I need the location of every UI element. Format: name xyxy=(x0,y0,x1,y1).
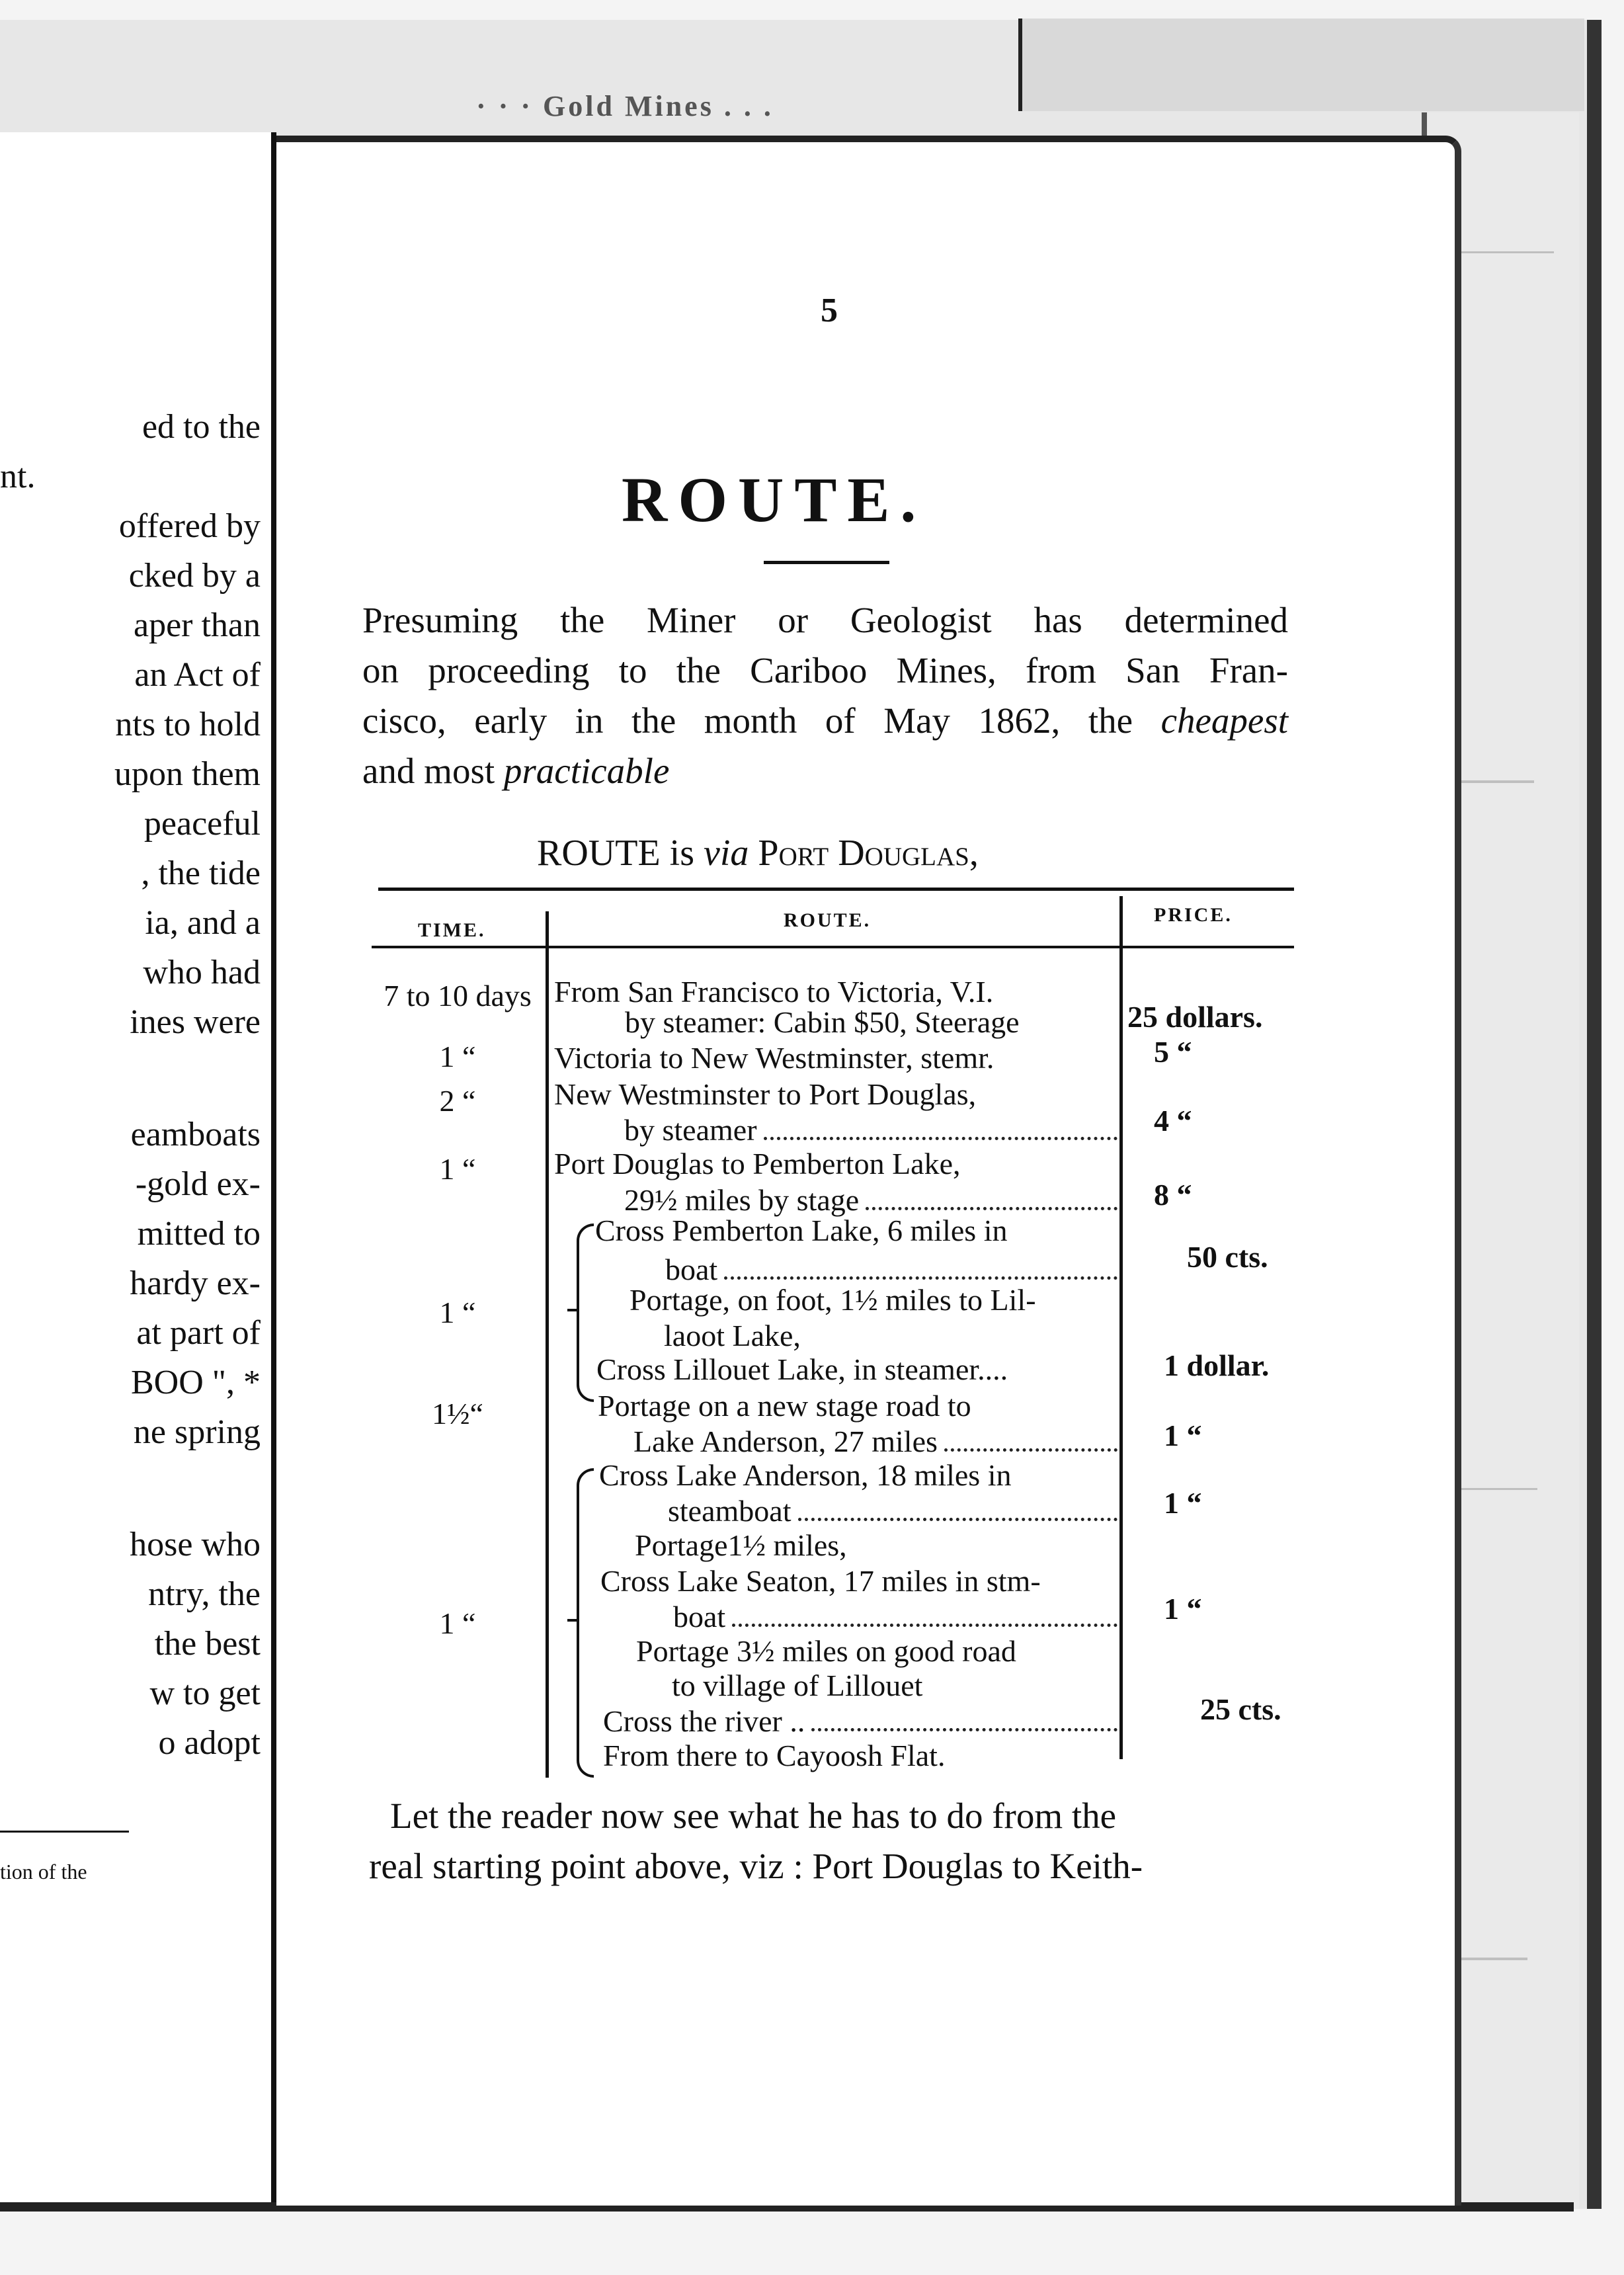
table-cell-price: 50 cts. xyxy=(1187,1240,1268,1274)
title-rule xyxy=(764,561,889,564)
table-cell-route: Cross Lake Seaton, 17 miles in stm- xyxy=(600,1564,1041,1598)
table-cell-time: 1 “ xyxy=(439,1606,476,1640)
left-text-line: upon them xyxy=(114,755,261,793)
left-text-line: w to get xyxy=(149,1675,261,1712)
left-text-line: ia, and a xyxy=(145,904,261,942)
table-cell-route: Cross Lillouet Lake, in steamer.... xyxy=(596,1352,1008,1386)
table-cell-route: laoot Lake, xyxy=(664,1319,801,1352)
brace-group-2 xyxy=(577,1468,594,1778)
footnote-rule xyxy=(0,1831,129,1833)
table-column-rule xyxy=(1119,896,1123,1759)
table-cell-price: 25 cts. xyxy=(1200,1692,1281,1726)
table-cell-route xyxy=(633,1427,1117,1457)
table-cell-price: 1 “ xyxy=(1164,1486,1202,1520)
table-cell-price: 1 “ xyxy=(1164,1419,1202,1452)
table-cell-time: 1 “ xyxy=(439,1152,476,1186)
left-text-line: ntry, the xyxy=(148,1575,261,1613)
left-text-line: who had xyxy=(143,954,261,991)
table-cell-route xyxy=(624,1115,1117,1145)
left-text-line: nts to hold xyxy=(115,706,261,743)
left-text-line: offered by xyxy=(118,507,261,545)
table-cell-route xyxy=(665,1255,1117,1285)
dot-leader xyxy=(944,1448,1117,1452)
left-text-line: ne spring xyxy=(133,1413,261,1451)
left-text-line: an Act of xyxy=(134,656,261,694)
table-cell-route: Portage 3½ miles on good road xyxy=(636,1634,1016,1668)
table-cell-time: 1½“ xyxy=(432,1397,483,1430)
dot-leader xyxy=(811,1728,1117,1731)
route-text: by steamer xyxy=(624,1113,757,1147)
brace-tip xyxy=(567,1309,579,1311)
dot-leader xyxy=(866,1207,1117,1210)
intro-emphasis: practicable xyxy=(503,751,670,791)
left-text-line: at part of xyxy=(136,1314,261,1352)
dot-leader xyxy=(764,1137,1117,1140)
scan-speckle xyxy=(1461,1958,1527,1960)
table-top-rule xyxy=(378,888,1294,891)
intro-emphasis: cheapest xyxy=(1160,700,1288,741)
intro-line xyxy=(362,746,1288,796)
table-cell-route xyxy=(668,1496,1117,1526)
left-text-line: eamboats xyxy=(130,1116,261,1153)
table-cell-route: New Westminster to Port Douglas, xyxy=(554,1077,977,1111)
left-text-line: aper than xyxy=(133,606,261,644)
table-cell-price: 25 dollars. xyxy=(1127,1000,1263,1034)
route-text: boat xyxy=(665,1253,718,1286)
table-cell-price: 1 “ xyxy=(1164,1592,1202,1626)
brace-tip xyxy=(567,1619,579,1622)
dot-leader xyxy=(724,1276,1117,1280)
left-text-line: BOO ", * xyxy=(130,1364,261,1401)
left-page xyxy=(0,132,276,2202)
left-text-line: hardy ex- xyxy=(130,1264,261,1302)
table-cell-price: 1 dollar. xyxy=(1164,1348,1270,1382)
left-footnote: tion of the xyxy=(0,1860,87,1883)
left-text-line: o adopt xyxy=(158,1724,261,1762)
left-text-line: ed to the xyxy=(142,408,261,446)
left-text-line: cked by a xyxy=(128,557,261,595)
table-cell-route xyxy=(673,1602,1117,1632)
table-cell-route xyxy=(603,1706,1117,1737)
scan-speckle xyxy=(1448,251,1554,253)
closing-line: real starting point above, viz : Port Douglas to Keith- xyxy=(369,1846,1143,1886)
left-text-line: nt. xyxy=(0,458,36,495)
dot-leader xyxy=(732,1624,1117,1627)
route-text: boat xyxy=(673,1600,726,1634)
route-heading-place: Port Douglas, xyxy=(749,833,979,874)
page-title: ROUTE. xyxy=(622,464,927,535)
table-cell-route: Portage, on foot, 1½ miles to Lil- xyxy=(629,1283,1036,1317)
route-heading-text: ROUTE is xyxy=(537,833,704,874)
table-cell-price: 8 “ xyxy=(1154,1178,1192,1212)
table-cell-route: Port Douglas to Pemberton Lake, xyxy=(554,1147,961,1180)
left-text-line: the best xyxy=(154,1625,261,1663)
left-text-line: -gold ex- xyxy=(135,1165,261,1203)
underlying-sheet-text: · · · Gold Mines . . . xyxy=(476,90,774,122)
table-cell-time: 1 “ xyxy=(439,1296,476,1329)
left-text-line: hose who xyxy=(130,1526,261,1563)
left-text-line: peaceful xyxy=(143,805,261,843)
table-cell-time: 1 “ xyxy=(439,1040,476,1073)
table-cell-route: Portage1½ miles, xyxy=(635,1528,847,1562)
table-cell-price: 5 “ xyxy=(1154,1035,1192,1069)
intro-text: cisco, early in the month of May 1862, the xyxy=(362,700,1161,741)
brace-group-1 xyxy=(577,1223,594,1402)
table-cell-route: From San Francisco to Victoria, V.I. xyxy=(554,975,994,1009)
route-text: steamboat xyxy=(668,1494,792,1528)
table-column-rule xyxy=(546,911,549,1778)
route-text: Lake Anderson, 27 miles xyxy=(633,1425,938,1458)
table-cell-route xyxy=(624,1185,1117,1216)
intro-text: and most xyxy=(362,751,504,791)
underlying-sheet-top xyxy=(1018,19,1584,111)
left-text-line: ines were xyxy=(130,1003,261,1041)
dot-leader xyxy=(798,1518,1118,1521)
table-header-time: TIME. xyxy=(418,919,486,941)
table-cell-price: 4 “ xyxy=(1154,1104,1192,1138)
closing-paragraph xyxy=(369,1791,1313,1891)
intro-line: Presuming the Miner or Geologist has determined xyxy=(362,600,1288,640)
left-text-line: , the tide xyxy=(141,854,261,892)
table-cell-route: Victoria to New Westminster, stemr. xyxy=(554,1041,995,1075)
table-header-rule xyxy=(372,946,1294,948)
table-header-route: ROUTE. xyxy=(784,909,872,931)
page-number: 5 xyxy=(821,292,838,329)
closing-line: Let the reader now see what he has to do from the xyxy=(390,1796,1117,1836)
table-cell-route: From there to Cayoosh Flat. xyxy=(603,1739,946,1772)
table-cell-route: Cross Pemberton Lake, 6 miles in xyxy=(595,1214,1008,1247)
left-text-line: mitted to xyxy=(137,1215,261,1253)
table-cell-time: 2 “ xyxy=(439,1084,476,1118)
intro-line xyxy=(362,696,1288,746)
table-cell-route: Cross Lake Anderson, 18 miles in xyxy=(599,1458,1012,1492)
intro-line: on proceeding to the Cariboo Mines, from San Fran- xyxy=(362,650,1288,690)
table-cell-route: to village of Lillouet xyxy=(672,1669,923,1702)
route-heading xyxy=(537,832,979,874)
table-cell-route: Portage on a new stage road to xyxy=(598,1389,971,1423)
route-heading-via: via xyxy=(704,833,749,874)
table-header-price: PRICE. xyxy=(1154,904,1233,926)
route-text: Cross the river .. xyxy=(603,1704,805,1738)
route-text: 29½ miles by stage xyxy=(624,1183,860,1217)
intro-paragraph xyxy=(362,595,1288,796)
scan-speckle xyxy=(1455,780,1534,783)
table-cell-route: by steamer: Cabin $50, Steerage xyxy=(625,1005,1020,1039)
table-cell-time: 7 to 10 days xyxy=(384,979,532,1013)
